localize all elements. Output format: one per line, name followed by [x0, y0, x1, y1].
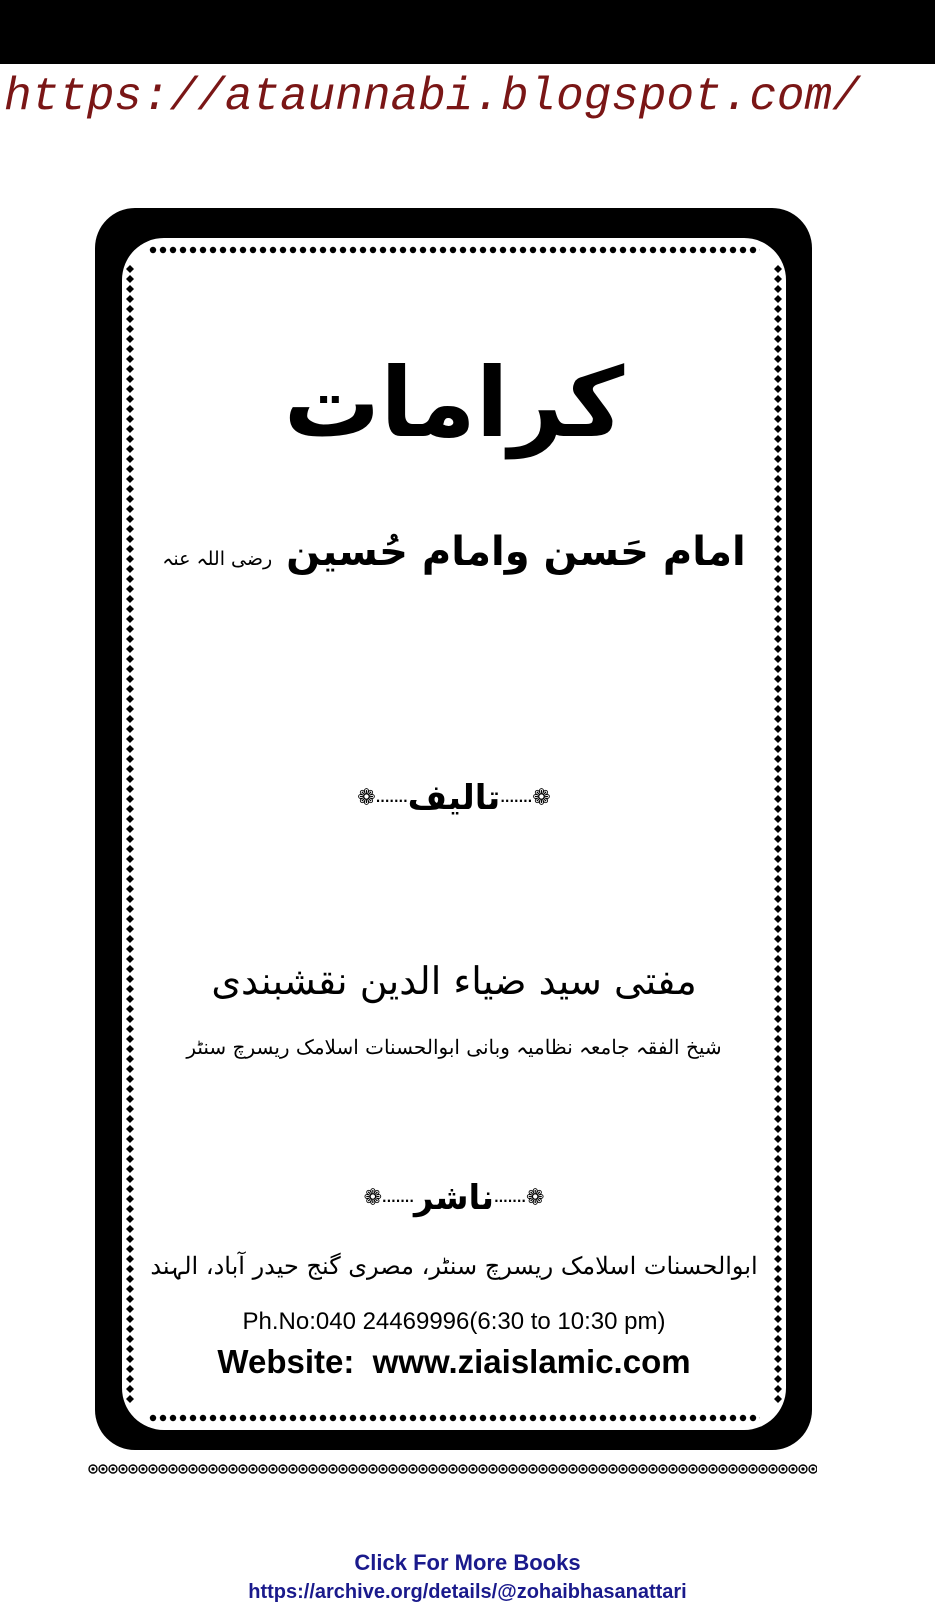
cover-page — [122, 238, 786, 1430]
honorific: رضی اللہ عنہ — [162, 548, 273, 570]
top-bead-border — [148, 244, 760, 256]
publisher-label: ناشر — [413, 1178, 495, 1218]
compiled-by-row: ❁.......تالیف.......❁ — [357, 778, 551, 818]
flower-ornament-icon: ❁ — [525, 1185, 545, 1211]
flower-ornament-icon: ❁ — [532, 785, 551, 811]
flower-ornament-icon: ❁ — [357, 785, 376, 811]
ornamental-divider — [88, 1462, 817, 1476]
bottom-bead-border — [148, 1412, 760, 1424]
book-subtitle: امام حَسن وامام حُسین — [286, 529, 746, 575]
blog-url[interactable]: https://ataunnabi.blogspot.com/ — [4, 71, 860, 123]
compiled-label: تالیف — [407, 778, 501, 818]
publisher-address: ابوالحسنات اسلامک ریسرچ سنٹر، مصری گنج حیدر آباد، الہند — [150, 1252, 758, 1280]
flower-ornament-icon: ❁ — [363, 1185, 383, 1211]
publisher-row: ❁.......ناشر.......❁ — [363, 1178, 545, 1218]
book-subtitle-line — [122, 523, 786, 588]
phone-number: Ph.No:040 24469996(6:30 to 10:30 pm) — [242, 1308, 666, 1335]
book-title: کرامات — [283, 347, 625, 459]
archive-link[interactable]: https://archive.org/details/@zohaibhasanattari — [248, 1581, 687, 1603]
author-title: شیخ الفقہ جامعہ نظامیہ وبانی ابوالحسنات اسلامک ریسرچ سنٹر — [186, 1035, 722, 1059]
more-books-link[interactable]: Click For More Books — [354, 1550, 581, 1575]
top-black-bar — [0, 0, 935, 64]
author-name: مفتی سید ضیاء الدین نقشبندی — [211, 959, 697, 1003]
website-line[interactable]: Website: www.ziaislamic.com — [217, 1343, 691, 1380]
